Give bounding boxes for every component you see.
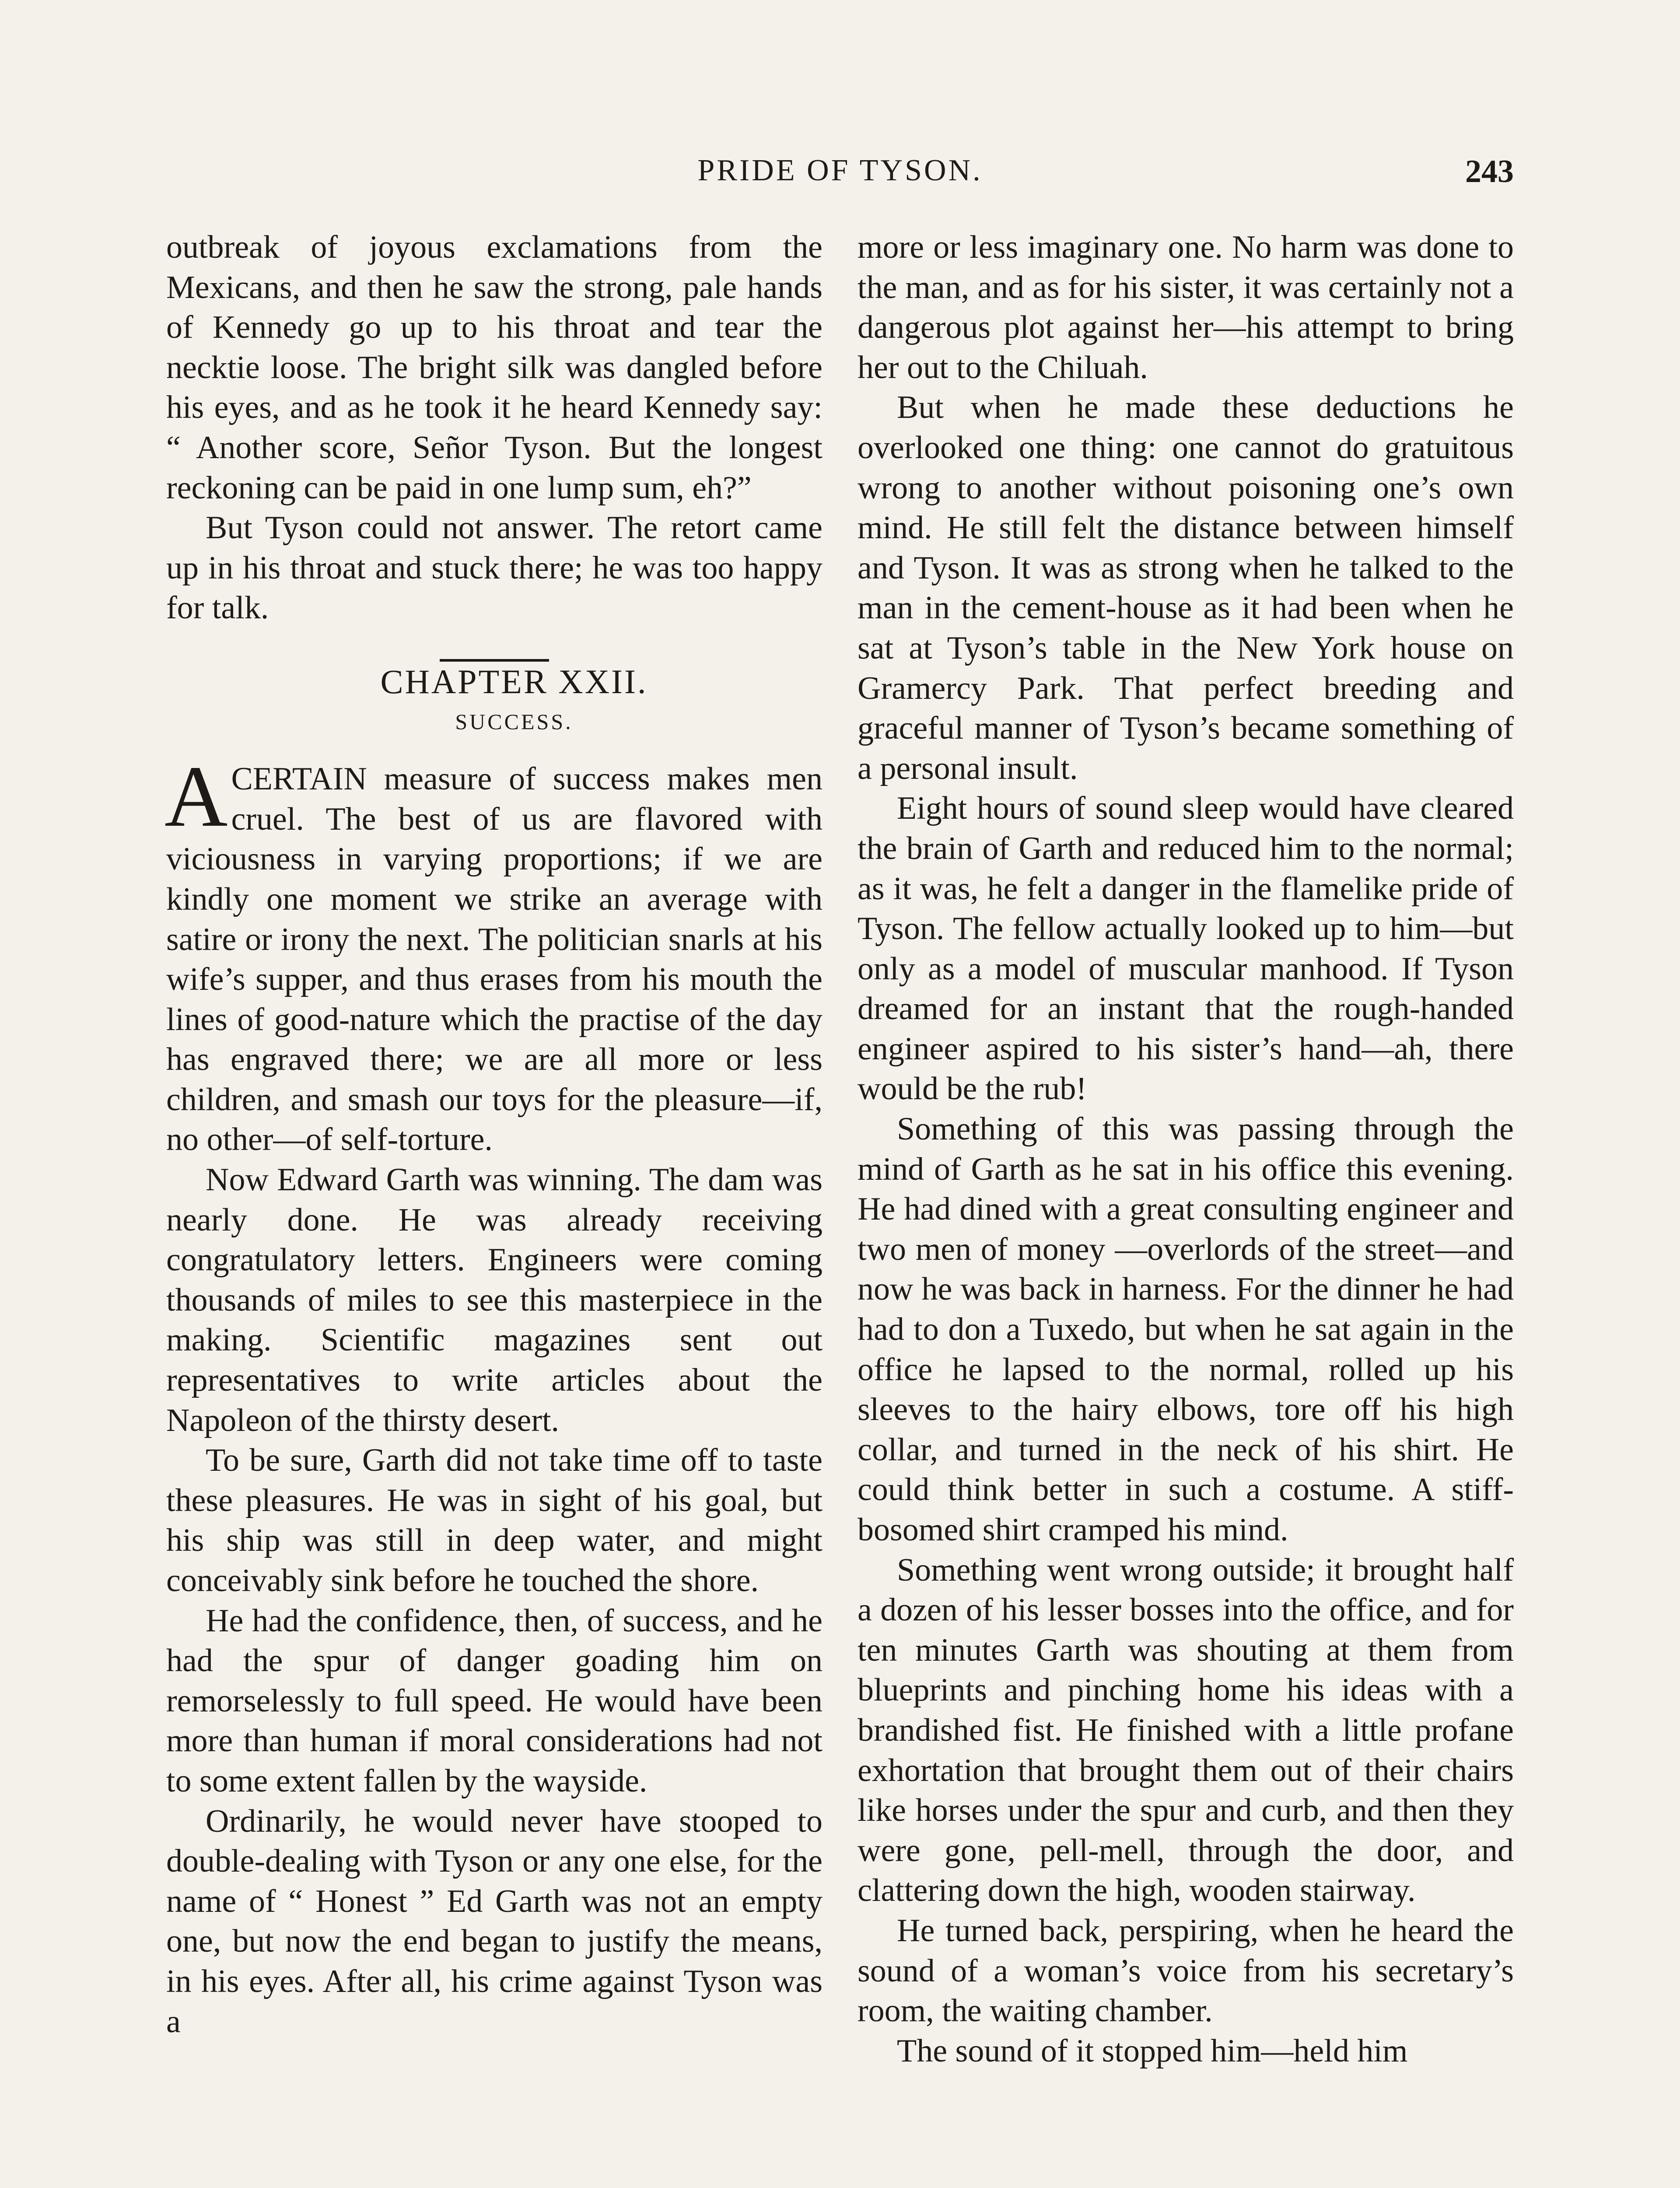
left-column (166, 228, 822, 2042)
paragraph: Ordinarily, he would never have stooped to double-dealing with Tyson or any one else, for the name of “ Honest ” Ed Garth was not an empty one, but now the end began to justify the means, in his eyes. After all, his crime against Tyson was a (166, 1803, 822, 2040)
paragraph: Now Edward Garth was winning. The dam was nearly done. He was already receiving congratulatory letters. Engineers were coming thousands of miles to see this masterpiece in the making. Scientific magazines sent out representatives to write articles about the Napoleon of the thirsty desert. (166, 1162, 822, 1438)
paragraph: But when he made these deductions he overlooked one thing: one cannot do gratuitous wrong to another without poisoning one’s own mind. He still felt the distance between himself and Tyson. It was as strong when he talked to the man in the cement-house as it had been when he sat at Tyson’s table in the New York house on Gramercy Park. That perfect breeding and graceful manner of Tyson’s became something of a personal insult. (858, 389, 1514, 786)
paragraph: But Tyson could not answer. The retort came up in his throat and stuck there; he was too happy for talk. (166, 510, 822, 626)
paragraph: The sound of it stopped him—held him (897, 2033, 1408, 2069)
paragraph: To be sure, Garth did not take time off to taste these pleasures. He was in sight of his goal, but his ship was still in deep water, and might conceivably sink before he touched the shore. (166, 1442, 822, 1599)
page-number: 243 (1465, 154, 1514, 189)
paragraph: He had the confidence, then, of success, and he had the spur of danger goading him on remorselessly to full speed. He would have been more than human if moral considerations had not to some extent fallen by the wayside. (166, 1602, 822, 1799)
chapter-subtitle: SUCCESS. (455, 709, 573, 734)
opening-text: CERTAIN measure of success makes men cruel. The best of us are flavored with viciousness in varying proportions; if we are kindly one moment we strike an average with satire or irony the next. The politician snarls at his wife’s supper, and thus erases from his mouth the lines of good-nature which the practise of the day has engraved there; we are all more or less children, and smash our toys for the pleasure—if, no other—of self-torture. (166, 761, 822, 1158)
paragraph: He turned back, perspiring, when he heard the sound of a woman’s voice from his secretary’s room, the waiting chamber. (858, 1912, 1514, 2029)
right-column (858, 228, 1514, 2071)
paragraph: Something of this was passing through the mind of Garth as he sat in his office this evening. He had dined with a great consulting engineer and two men of money —overlords of the street—and now he was back in harness. For the dinner he had had to don a Tuxedo, but when he sat again in the office he lapsed to the normal, rolled up his sleeves to the hairy elbows, tore off his high collar, and turned in the neck of his shirt. He could think better in such a costume. A stiff-bosomed shirt cramped his mind. (858, 1111, 1514, 1548)
paragraph: outbreak of joyous exclamations from the Mexicans, and then he saw the strong, pale hands of Kennedy go up to his throat and tear the necktie loose. The bright silk was dangled before his eyes, and as he took it he heard Kennedy say: “ Another score, Señor Tyson. But the longest reckoning can be paid in one lump sum, eh?” (166, 229, 822, 506)
paragraph: Something went wrong outside; it brought half a dozen of his lesser bosses into the office, and for ten minutes Garth was shouting at them from blueprints and pinching home his ideas with a brandished fist. He finished with a little profane exhortation that brought them out of their chairs like horses under the spur and curb, and then they were gone, pell-mell, through the door, and clattering down the high, wooden stairway. (858, 1552, 1514, 1909)
opening-paragraph (164, 748, 822, 1160)
running-head (166, 153, 1514, 201)
drop-cap: A (164, 748, 228, 845)
paragraph: more or less imaginary one. No harm was done to the man, and as for his sister, it was certainly not a dangerous plot against her—his attempt to bring her out to the Chiluah. (858, 229, 1514, 386)
chapter-title: CHAPTER XXII. (380, 662, 648, 701)
paragraph: Eight hours of sound sleep would have cleared the brain of Garth and reduced him to the normal; as it was, he felt a danger in the flamelike pride of Tyson. The fellow actually looked up to him—but only as a model of muscular manhood. If Tyson dreamed for an instant that the rough-handed engineer aspired to his sister’s hand—ah, there would be the rub! (858, 790, 1514, 1107)
running-title: PRIDE OF TYSON. (697, 154, 983, 187)
